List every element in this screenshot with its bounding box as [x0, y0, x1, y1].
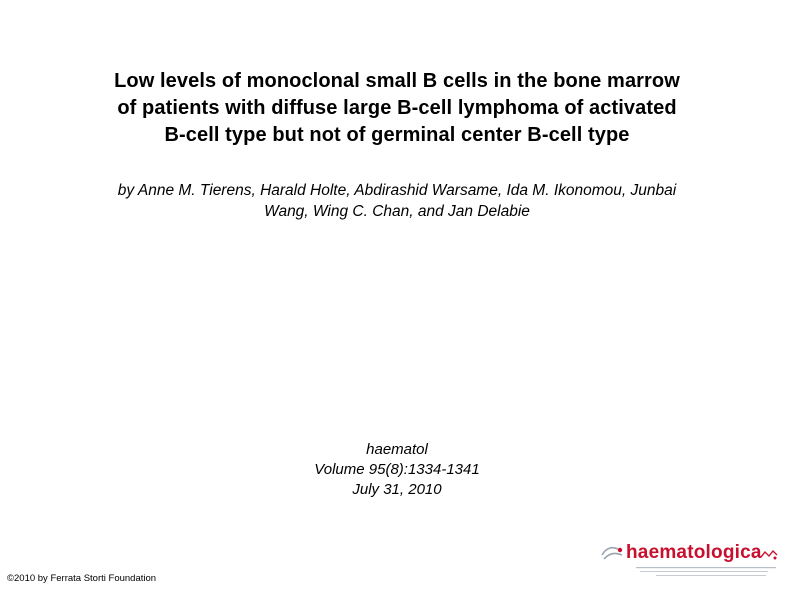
journal-logo	[600, 540, 780, 580]
authors-line-2: Wang, Wing C. Chan, and Jan Delabie	[264, 203, 530, 220]
author-list	[40, 180, 754, 222]
logo-tagline-graphic	[636, 565, 776, 579]
logo-wordmark: haematologica	[626, 542, 762, 563]
publication-date: July 31, 2010	[352, 481, 442, 498]
journal-name: haematol	[366, 441, 428, 458]
logo-decoration-icon	[760, 549, 778, 561]
title-line-1: Low levels of monoclonal small B cells in the bone marrow	[114, 70, 680, 92]
copyright-notice: ©2010 by Ferrata Storti Foundation	[7, 573, 157, 584]
title-line-3: B-cell type but not of germinal center B-cell type	[164, 124, 630, 146]
haematologica-logo-icon	[600, 544, 626, 566]
authors-line-1: by Anne M. Tierens, Harald Holte, Abdirashid Warsame, Ida M. Ikonomou, Junbai	[117, 182, 677, 199]
presentation-title	[40, 68, 754, 149]
title-line-2: of patients with diffuse large B-cell lymphoma of activated	[117, 97, 677, 119]
citation-block	[247, 440, 547, 500]
volume-pages: Volume 95(8):1334-1341	[314, 461, 480, 478]
